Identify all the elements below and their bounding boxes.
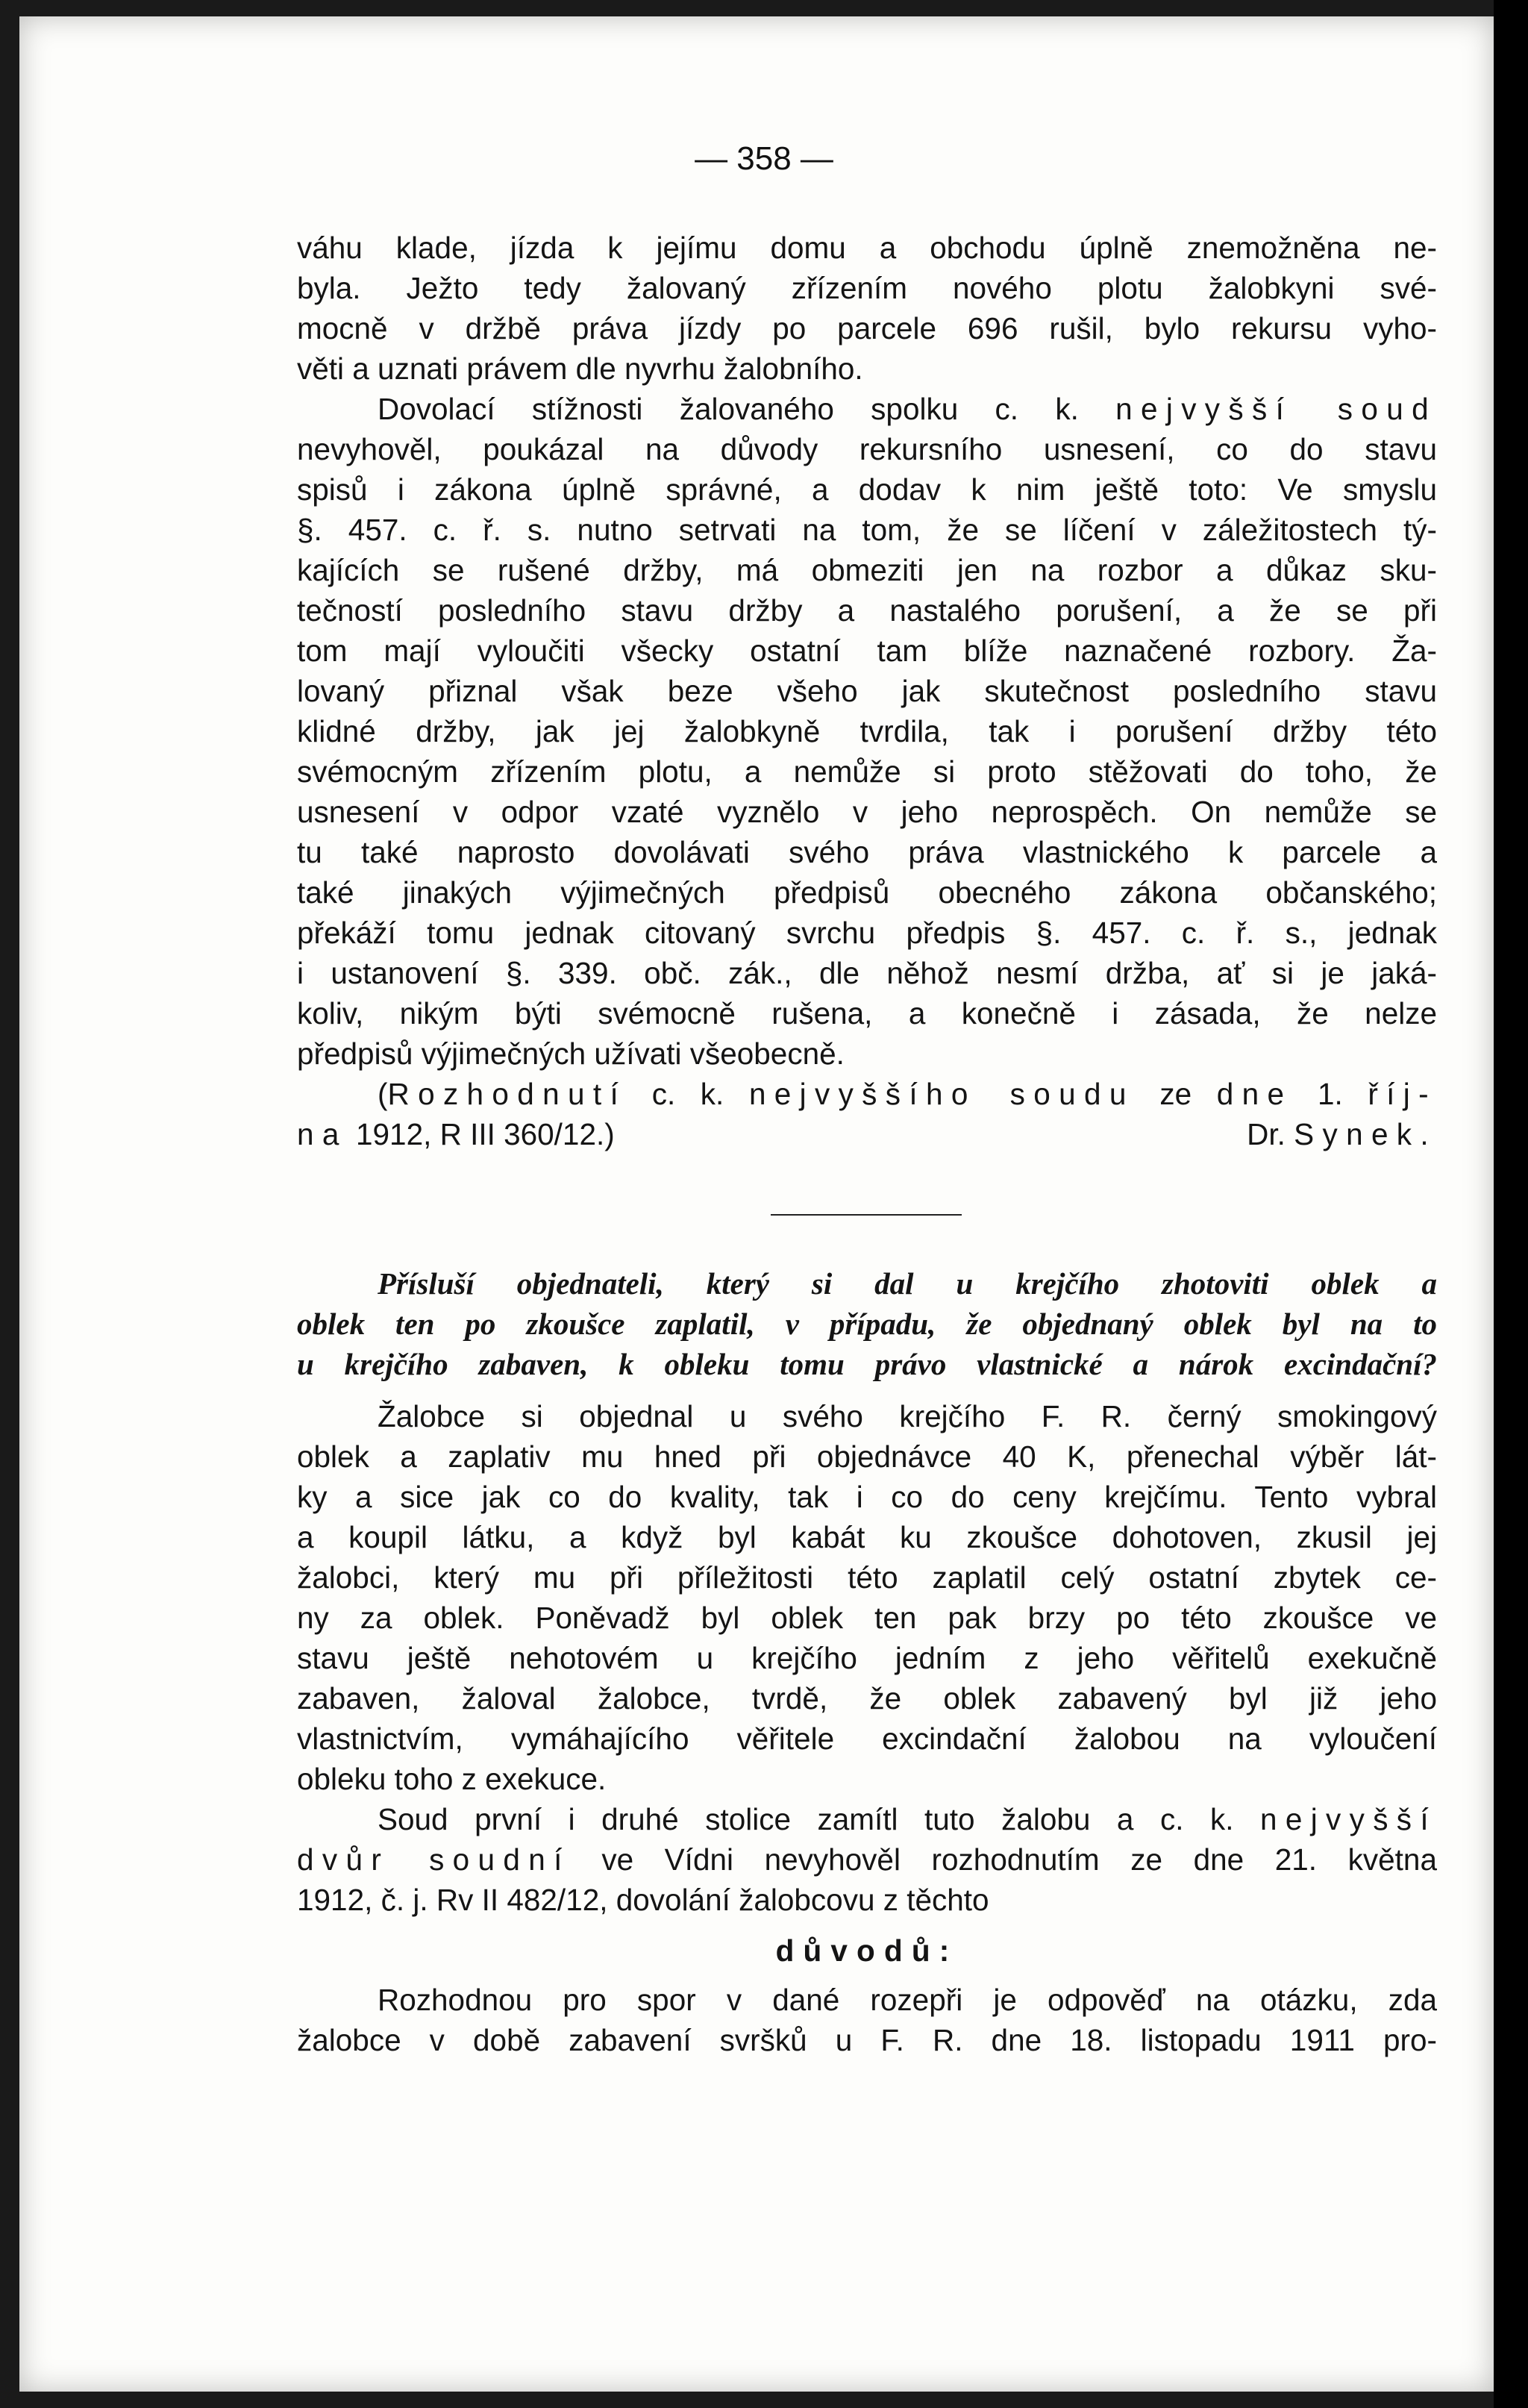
- para4-text: ve Vídni nevyhověl rozhodnutím ze dne 21. května: [601, 1842, 1437, 1877]
- para2-line: lovaný přiznal však beze všeho jak skutečnost posledního stavu: [297, 674, 1437, 708]
- para2-line: tom mají vyloučiti všecky ostatní tam blíže naznačené rozbory. Ža-: [297, 634, 1437, 668]
- para2-before: Dovolací stížnosti žalovaného spolku c. k.: [378, 392, 1079, 426]
- court-name-spaced: nejvyšší soud: [1115, 392, 1437, 426]
- para1-line: byla. Ježto tedy žalovaný zřízením nového plotu žalobkyni své-: [297, 271, 1437, 305]
- para3-line: obleku toho z exekuce.: [297, 1762, 607, 1796]
- reasons-heading: důvodů:: [775, 1933, 959, 1968]
- para2-line: svémocným zřízením plotu, a nemůže si proto stěžovati do toho, že: [297, 754, 1437, 789]
- scan-edge: [1494, 0, 1528, 2408]
- para2-line: předpisů výjimečných užívati všeobecně.: [297, 1036, 845, 1071]
- para2-line: usnesení v odpor vzaté vyznělo v jeho neprospěch. On nemůže se: [297, 795, 1437, 829]
- author-name: Synek.: [1294, 1117, 1437, 1151]
- para2-line: §. 457. c. ř. s. nutno setrvati na tom, že se líčení v záležitostech tý-: [297, 513, 1437, 547]
- para2-line: kajících se rušené držby, má obmeziti jen na rozbor a důkaz sku-: [297, 553, 1437, 587]
- citation-month-end: na: [297, 1117, 348, 1151]
- para4-court: dvůr soudní: [297, 1842, 571, 1877]
- citation-dne: dne: [1216, 1077, 1293, 1111]
- para1-line: váhu klade, jízda k jejímu domu a obchodu úplně znemožněna ne-: [297, 231, 1437, 265]
- question-line: Přísluší objednateli, který si dal u krejčího zhotoviti oblek a: [378, 1266, 1437, 1301]
- para2-line: také jinakých výjimečných předpisů obecného zákona občanského;: [297, 875, 1437, 910]
- para3-line: ky a sice jak co do kvality, tak i co do ceny krejčímu. Tento vybral: [297, 1480, 1437, 1514]
- para3-line: vlastnictvím, vymáhajícího věřitele excindační žalobou na vyloučení: [297, 1721, 1437, 1756]
- para5-line: Rozhodnou pro spor v dané rozepři je odpověď na otázku, zda: [378, 1983, 1437, 2017]
- para4-line-2: [297, 1839, 1437, 1880]
- para2-line: tu také naprosto dovolávati svého práva vlastnického k parcele a: [297, 835, 1437, 869]
- para3-line: ny za oblek. Poněvadž byl oblek ten pak brzy po této zkoušce ve: [297, 1601, 1437, 1635]
- para2-line: spisů i zákona úplně správné, a dodav k nim ještě toto: Ve smyslu: [297, 472, 1437, 507]
- para3-line: oblek a zaplativ mu hned při objednávce 40 K, přenechal výběr lát-: [297, 1439, 1437, 1474]
- citation-month-part: říj-: [1368, 1077, 1437, 1111]
- para2-line: tečností posledního stavu držby a nastalého porušení, a že se při: [297, 593, 1437, 628]
- para5-line: žalobce v době zabavení svršků u F. R. dne 18. listopadu 1911 pro-: [297, 2023, 1437, 2057]
- para1-line: věti a uznati právem dle nyvrhu žalobního.: [297, 351, 863, 386]
- citation-ck: c. k.: [651, 1077, 724, 1111]
- citation-ze: ze: [1159, 1077, 1192, 1111]
- para1-line: mocně v držbě práva jízdy po parcele 696 rušil, bylo rekursu vyho-: [297, 311, 1437, 345]
- section-divider: [771, 1214, 962, 1216]
- question-line: u krejčího zabaven, k obleku tomu právo vlastnické a nárok excindační?: [297, 1347, 1437, 1381]
- citation-line-2: [297, 1114, 1437, 1154]
- question-line: oblek ten po zkoušce zaplatil, v případu, že objednaný oblek byl na to: [297, 1307, 1437, 1341]
- para4-line-1: [297, 1799, 1437, 1839]
- para3-line: Žalobce si objednal u svého krejčího F. R. černý smokingový: [378, 1399, 1437, 1433]
- citation-day: 1.: [1317, 1077, 1343, 1111]
- citation-court: nejvyššího soudu: [748, 1077, 1135, 1111]
- question-block: [297, 1263, 1437, 1384]
- para4-line-3: 1912, č. j. Rv II 482/12, dovolání žalobcovu z těchto: [297, 1883, 989, 1917]
- para2-line: překáží tomu jednak citovaný svrchu předpis §. 457. c. ř. s., jednak: [297, 916, 1437, 950]
- para3-line: žalobci, který mu při příležitosti této zaplatil celý ostatní zbytek ce-: [297, 1560, 1437, 1595]
- page-number: — 358 —: [695, 140, 833, 177]
- citation-number: 1912, R III 360/12.): [356, 1117, 615, 1151]
- citation-decision: Rozhodnutí: [387, 1077, 627, 1111]
- citation-line-1: [297, 1074, 1437, 1114]
- para2-line: i ustanovení §. 339. obč. zák., dle něhož nesmí držba, ať si je jaká-: [297, 956, 1437, 990]
- text-block-top: [297, 228, 1437, 1154]
- citation-ref: [297, 1114, 615, 1154]
- para3-line: a koupil látku, a když byl kabát ku zkoušce dohotoven, zkusil jej: [297, 1520, 1437, 1554]
- para2-line: nevyhověl, poukázal na důvody rekursního usnesení, co do stavu: [297, 432, 1437, 466]
- para4-text: Soud první i druhé stolice zamítl tuto žalobu a c. k.: [378, 1802, 1234, 1836]
- para2-line: klidné držby, jak jej žalobkyně tvrdila, tak i porušení držby této: [297, 714, 1437, 748]
- para3-line: stavu ještě nehotovém u krejčího jedním z jeho věřitelů exekučně: [297, 1641, 1437, 1675]
- author: [1247, 1114, 1437, 1154]
- citation-open: (: [378, 1077, 388, 1111]
- para2-first-line: [297, 389, 1437, 429]
- author-title: Dr.: [1247, 1117, 1286, 1151]
- text-block-bottom: [297, 1396, 1437, 2060]
- para2-line: koliv, nikým býti svémocně rušena, a konečně i zásada, že nelze: [297, 996, 1437, 1031]
- para4-spaced: nejvyšší: [1259, 1802, 1437, 1836]
- para3-line: zabaven, žaloval žalobce, tvrdě, že oblek zabavený byl již jeho: [297, 1681, 1437, 1716]
